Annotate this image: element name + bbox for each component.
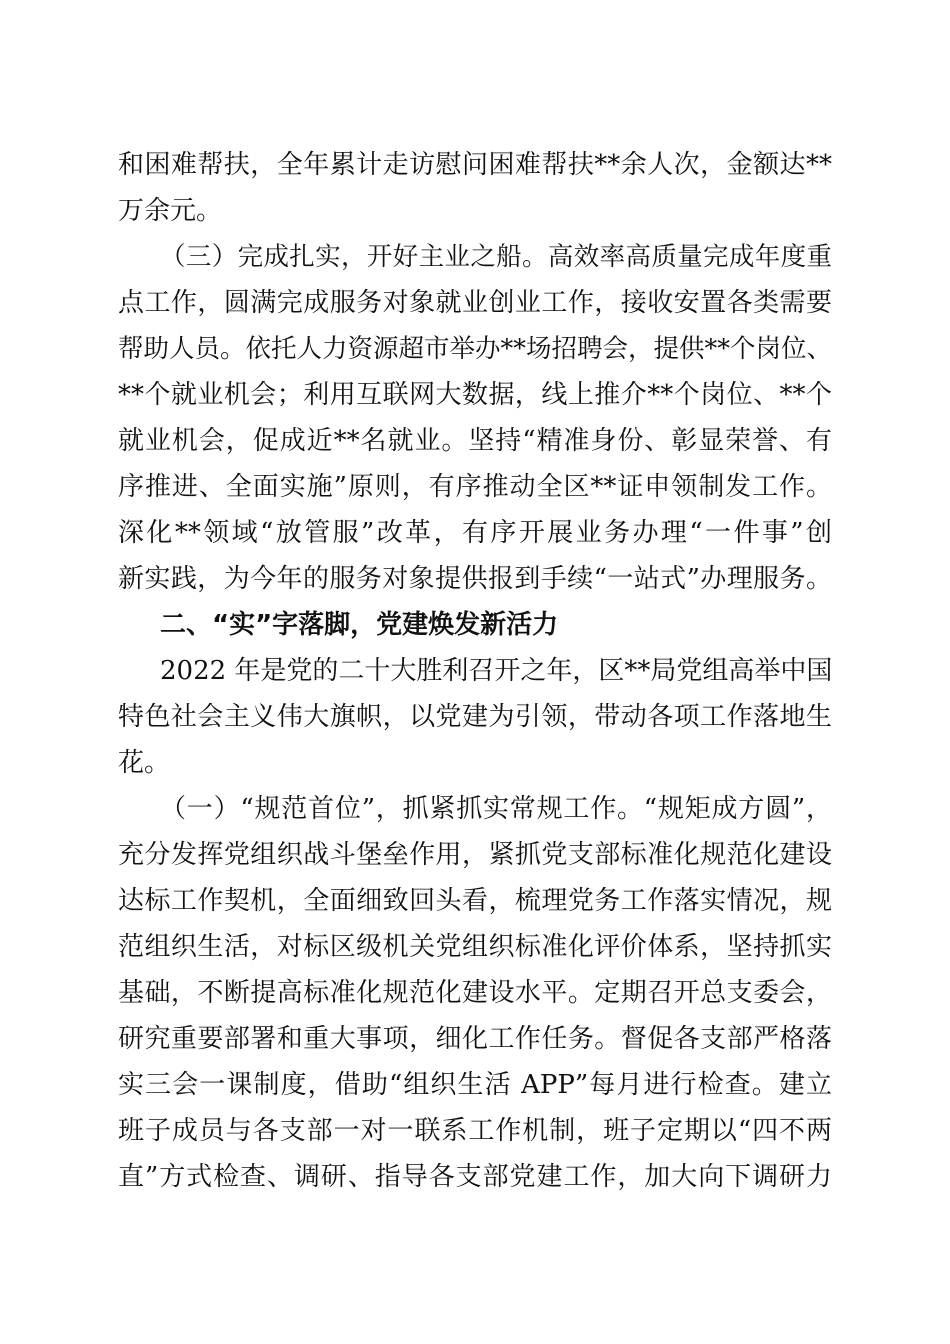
paragraph-line: 充分发挥党组织战斗堡垒作用，紧抓党支部标准化规范化建设 <box>118 840 832 870</box>
paragraph-line: 点工作，圆满完成服务对象就业创业工作，接收安置各类需要 <box>118 288 832 318</box>
paragraph-line: 实三会一课制度，借助“组织生活 APP”每月进行检查。建立 <box>118 1070 832 1100</box>
paragraph-line: 新实践，为今年的服务对象提供报到手续“一站式”办理服务。 <box>118 564 832 594</box>
paragraph-line: 和困难帮扶，全年累计走访慰问困难帮扶**余人次，金额达** <box>118 150 832 180</box>
paragraph-line: 深化**领域“放管服”改革，有序开展业务办理“一件事”创 <box>118 518 832 548</box>
paragraph-line: 花。 <box>118 748 171 778</box>
paragraph-line: 帮助人员。依托人力资源超市举办**场招聘会，提供**个岗位、 <box>118 334 833 364</box>
paragraph-line: 达标工作契机，全面细致回头看，梳理党务工作落实情况，规 <box>118 886 832 916</box>
paragraph-line: **个就业机会；利用互联网大数据，线上推介**个岗位、**个 <box>118 380 832 410</box>
paragraph-line: 万余元。 <box>118 196 223 226</box>
paragraph-line: 2022 年是党的二十大胜利召开之年，区**局党组高举中国 <box>160 656 833 686</box>
paragraph-line: 研究重要部署和重大事项，细化工作任务。督促各支部严格落 <box>118 1024 832 1054</box>
paragraph-line: 特色社会主义伟大旗帜，以党建为引领，带动各项工作落地生 <box>118 702 832 732</box>
paragraph-line: 就业机会，促成近**名就业。坚持“精准身份、彰显荣誉、有 <box>118 426 832 456</box>
section-heading: 二、“实”字落脚，党建焕发新活力 <box>160 610 559 640</box>
paragraph-line: 序推进、全面实施”原则，有序推动全区**证申领制发工作。 <box>118 472 832 502</box>
paragraph-line: （一）“规范首位”，抓紧抓实常规工作。“规矩成方圆”， <box>160 794 832 824</box>
paragraph-line: 直”方式检查、调研、指导各支部党建工作，加大向下调研力 <box>118 1162 832 1192</box>
paragraph-line: （三）完成扎实，开好主业之船。高效率高质量完成年度重 <box>160 242 832 272</box>
paragraph-line: 班子成员与各支部一对一联系工作机制，班子定期以“四不两 <box>118 1116 832 1146</box>
paragraph-line: 基础，不断提高标准化规范化建设水平。定期召开总支委会， <box>118 978 832 1008</box>
paragraph-line: 范组织生活，对标区级机关党组织标准化评价体系，坚持抓实 <box>118 932 832 962</box>
